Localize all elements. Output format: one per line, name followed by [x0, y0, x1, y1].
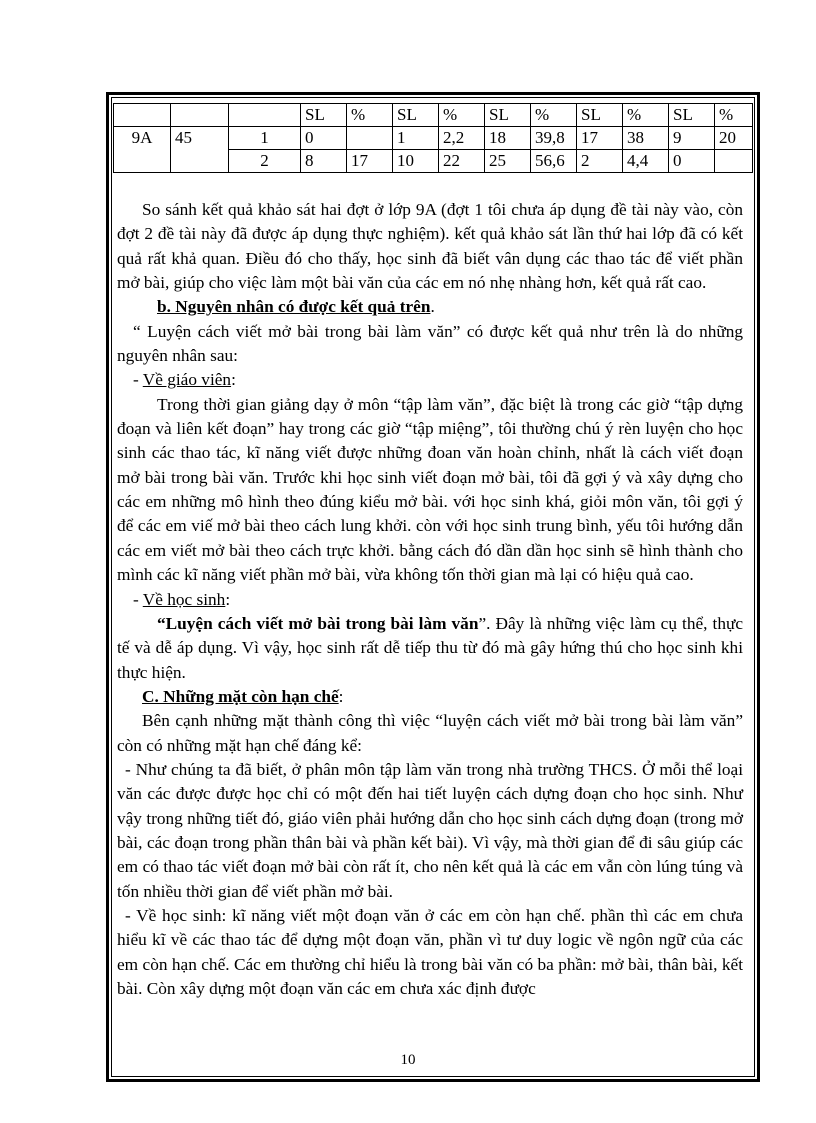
- section-b-period: .: [430, 297, 435, 317]
- comparison-paragraph: So sánh kết quả khảo sát hai đợt ở lớp 9A (đợt 1 tôi chưa áp dụng đề tài này vào, còn đợt 2 đề tài này đã được áp dụng thực nghiệm). kết quả khảo sát lần thứ hai lớp đã có kết quả rất khả quan. Điều đó cho thấy, học sinh đã biết vân dụng các thao tác để viết phần mở bài, giúp cho việc làm một bài văn của các em nó nhẹ nhàng hơn, kết quả rất cao.: [117, 200, 743, 293]
- limitation-paragraph-2: - Về học sinh: kĩ năng viết một đoạn văn ở các em còn hạn chế. phần thì các em chưa hiểu kĩ về các thao tác để dựng một đoạn văn, phần vì tư duy logic về ngôn ngữ của các em còn hạn chế. Các em thường chỉ hiểu là trong bài văn có ba phần: mở bài, thân bài, kết bài. Còn xây dựng một đoạn văn các em chưa xác định được: [117, 905, 743, 998]
- table-cell: 25: [485, 150, 531, 173]
- causes-intro-paragraph: “ Luyện cách viết mở bài trong bài làm văn” có được kết quả như trên là do những nguyên nhân sau:: [117, 321, 743, 366]
- section-b-heading: [117, 295, 743, 319]
- table-cell: 22: [439, 150, 485, 173]
- table-cell: SL: [485, 104, 531, 127]
- limitations-intro-paragraph: Bên cạnh những mặt thành công thì việc “luyện cách viết mở bài trong bài làm văn” còn có những mặt hạn chế đáng kể:: [117, 711, 743, 755]
- table-cell: 0: [669, 150, 715, 173]
- table-header-row: [114, 104, 753, 127]
- round-cell: 1: [229, 127, 301, 150]
- table-cell: 56,6: [531, 150, 577, 173]
- student-subheading: [117, 588, 743, 612]
- table-cell: [171, 104, 229, 127]
- document-body: [117, 198, 743, 1001]
- table-cell: SL: [393, 104, 439, 127]
- round-cell: 2: [229, 150, 301, 173]
- table-cell: 9: [669, 127, 715, 150]
- student-text: ”. Đây là những việc làm cụ thể, thực tế và dễ áp dụng. Vì vậy, học sinh rất dễ tiếp thu từ đó mà gây hứng thú cho học sinh khi thực hiện.: [117, 613, 743, 682]
- table-cell: SL: [577, 104, 623, 127]
- table-cell: %: [531, 104, 577, 127]
- table-cell: 4,4: [623, 150, 669, 173]
- teacher-paragraph: Trong thời gian giảng dạy ở môn “tập làm văn”, đặc biệt là trong các giờ “tập dựng đoạn và liên kết đoạn” hay trong các giờ “tập miệng”, tôi thường chú ý rèn luyện cho học sinh các thao tác, kĩ năng viết được những đoan văn hoàn chỉnh, nhất là cách viết đoạn mở bài trong bài văn. Trước khi học sinh viết đoạn mở bài, tôi đã gợi ý và xây dựng cho các em những mô hình theo đúng kiểu mở bài. với học sinh khá, giỏi môn văn, tôi gợi ý để các em viế mở bài theo cách lung khởi. còn với học sinh trung bình, yếu tôi hướng dẫn các em viết mở bài theo cách trực khởi. bằng cách đó dần dần học sinh sẽ hình thành cho mình các kĩ năng viết phần mở bài, vừa không tốn thời gian mà lại có hiệu quả cao.: [117, 394, 743, 585]
- table-cell: 10: [393, 150, 439, 173]
- table-cell: 20: [715, 127, 753, 150]
- table-cell: %: [623, 104, 669, 127]
- table-cell: %: [439, 104, 485, 127]
- table-cell: 2,2: [439, 127, 485, 150]
- section-b-title: b. Nguyên nhân có được kết quả trên: [157, 297, 431, 317]
- table-row: [114, 127, 753, 150]
- limitation-paragraph-1: - Như chúng ta đã biết, ở phân môn tập làm văn trong nhà trường THCS. Ở mỗi thể loại văn các được được học chỉ có một đến hai tiết luyện cách dựng đoạn cho học sinh. Như vậy trong những tiết đó, giáo viên phải hướng dẫn cho học sinh cách dựng đoạn (trong mở bài, các đoạn trong phần thân bài và phần kết bài). Vì vậy, mà thời gian để đi sâu giúp các em có thao tác viết đoạn mở bài còn rất ít, cho nên kết quả là các em vẫn còn lúng túng và tốn nhiều thời gian để viết phần mở bài.: [117, 759, 743, 901]
- student-paragraph: [117, 612, 743, 685]
- table-cell: [715, 150, 753, 173]
- table-cell: 8: [301, 150, 347, 173]
- survey-results-table: [113, 103, 753, 173]
- teacher-subheading: [117, 368, 743, 392]
- table-cell: %: [347, 104, 393, 127]
- table-cell: [347, 127, 393, 150]
- table-cell: 18: [485, 127, 531, 150]
- table-cell: %: [715, 104, 753, 127]
- table-cell: 39,8: [531, 127, 577, 150]
- table-cell: 0: [301, 127, 347, 150]
- teacher-colon: :: [231, 370, 236, 390]
- table-cell: 17: [577, 127, 623, 150]
- table-cell: [114, 104, 171, 127]
- table-cell: 17: [347, 150, 393, 173]
- page-number: 10: [400, 1052, 416, 1068]
- section-c-heading: [117, 685, 743, 709]
- table-cell: [229, 104, 301, 127]
- section-c-colon: :: [338, 686, 344, 706]
- section-c-title: C. Những mặt còn hạn chế: [142, 686, 339, 706]
- student-bold-title: “Luyện cách viết mở bài trong bài làm văn: [157, 613, 479, 633]
- class-cell: 9A: [114, 127, 171, 173]
- student-dash: -: [133, 589, 143, 609]
- table-cell: 1: [393, 127, 439, 150]
- table-cell: SL: [669, 104, 715, 127]
- teacher-label: Về giáo viên: [142, 370, 232, 390]
- table-cell: 2: [577, 150, 623, 173]
- student-count-cell: 45: [171, 127, 229, 173]
- teacher-dash: -: [133, 370, 143, 390]
- student-colon: :: [225, 589, 231, 609]
- table-cell: 38: [623, 127, 669, 150]
- table-cell: SL: [301, 104, 347, 127]
- student-label: Về học sinh: [142, 589, 226, 609]
